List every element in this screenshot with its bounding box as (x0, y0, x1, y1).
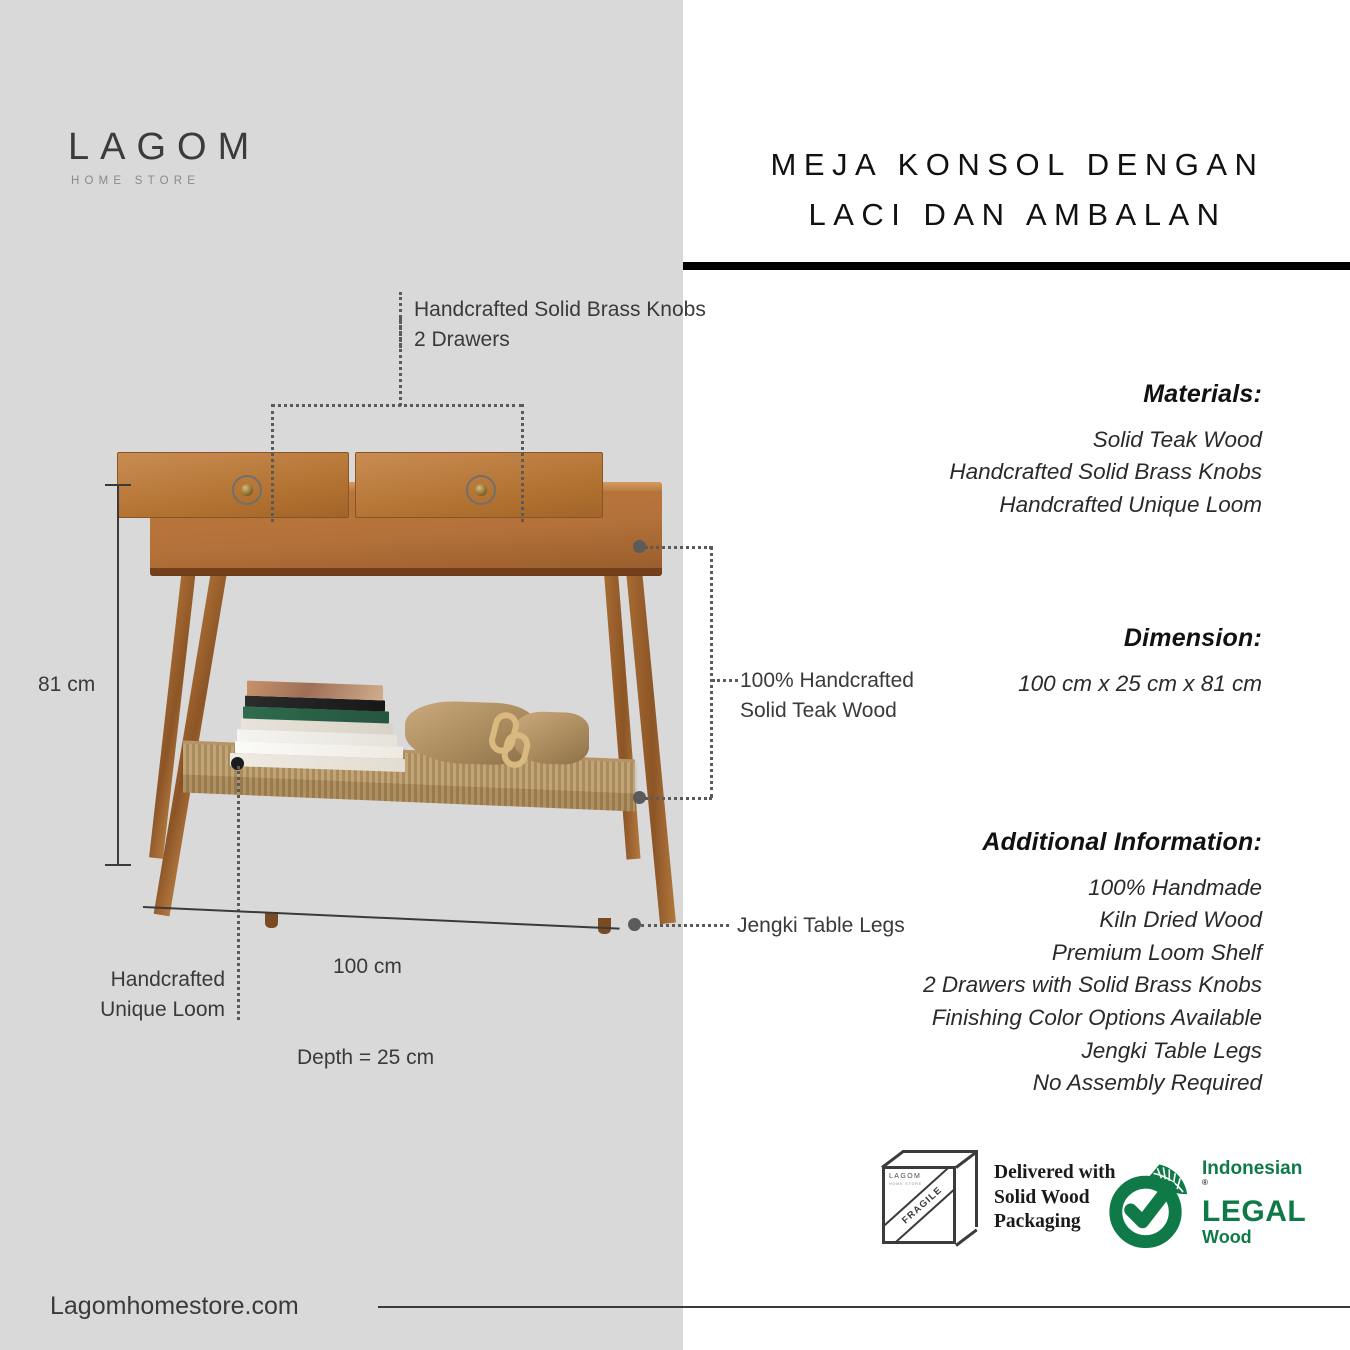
drawer-right (355, 452, 603, 518)
badge-row (880, 1148, 1307, 1273)
height-measure-label: 81 cm (38, 673, 96, 696)
footer-website[interactable]: Lagomhomestore.com (50, 1292, 299, 1320)
materials-heading: Materials: (1143, 380, 1262, 408)
additional-information-item: Finishing Color Options Available (931, 1005, 1262, 1030)
crate-brand-wordmark: LAGOM (889, 1173, 922, 1180)
brand-tagline: HOME STORE (71, 175, 201, 187)
legal-wood-indonesian-label: Indonesian (1202, 1158, 1303, 1180)
indonesian-legal-wood-badge (1098, 1154, 1307, 1252)
packaging-badge-line-1: Delivered with (994, 1162, 1116, 1184)
legal-wood-line-indonesian (1202, 1159, 1307, 1196)
legal-wood-check-leaf-icon (1098, 1154, 1193, 1252)
callout-loom-line-2: Unique Loom (100, 997, 225, 1021)
teak-leader-stem (712, 679, 738, 682)
materials-item: Solid Teak Wood (1092, 426, 1262, 452)
crate-fragile-label: FRAGILE (899, 1184, 945, 1226)
additional-information-item: 2 Drawers with Solid Brass Knobs (923, 972, 1262, 998)
additional-information-item: Jengki Table Legs (1081, 1037, 1262, 1063)
knob-leader-left-vertical (271, 404, 274, 522)
shipping-crate-icon (880, 1148, 980, 1248)
teak-leader-top (645, 546, 712, 549)
page-title (690, 140, 1345, 240)
knob-leader-right-vertical (521, 404, 524, 522)
product-photo (105, 440, 685, 950)
depth-measure-label: Depth = 25 cm (297, 1046, 435, 1069)
callout-solid-teak-wood-line-1: 100% Handcrafted (740, 669, 914, 692)
knob-callout-tick (399, 292, 402, 348)
additional-information-item: 100% Handmade (1088, 874, 1262, 900)
crate-edge (975, 1150, 978, 1227)
table-leg-front-right (625, 559, 676, 924)
callout-brass-knobs-line-1: Handcrafted Solid Brass Knobs (414, 298, 706, 321)
materials-section (949, 378, 1262, 521)
crate-edge (955, 1229, 978, 1247)
legal-wood-wood-label: Wood (1202, 1226, 1252, 1247)
drawer-left (117, 452, 349, 518)
packaging-badge (880, 1148, 1116, 1248)
packaging-badge-line-2: Solid Wood (994, 1186, 1090, 1208)
brass-knob (241, 484, 253, 496)
crate-edge (902, 1150, 977, 1153)
additional-information-section (923, 826, 1262, 1100)
callout-brass-knobs (414, 295, 706, 355)
legs-leader (641, 924, 729, 927)
brass-knob (475, 484, 487, 496)
footer-divider-rule (378, 1306, 1350, 1308)
callout-brass-knobs-line-2: 2 Drawers (414, 327, 510, 351)
title-divider-rule (683, 262, 1350, 270)
brand-logo (68, 128, 260, 187)
legal-wood-text (1202, 1159, 1307, 1246)
teak-leader-bottom (645, 797, 712, 800)
teak-leader-vertical (710, 546, 713, 798)
additional-information-item: Premium Loom Shelf (1051, 939, 1262, 965)
loom-leader-vertical (237, 766, 240, 1020)
height-measure-cap-bottom (105, 864, 131, 866)
callout-loom-line-1: Handcrafted (110, 968, 225, 991)
dimension-heading: Dimension: (1123, 624, 1262, 652)
height-measure-line (117, 484, 119, 866)
table-top-underside (150, 568, 662, 575)
additional-information-item: Kiln Dried Wood (1099, 907, 1262, 933)
height-measure-cap-top (105, 484, 131, 486)
callout-solid-teak-wood-line-2: Solid Teak Wood (740, 698, 897, 722)
page-title-line-2: LACI DAN AMBALAN (808, 197, 1227, 233)
legal-wood-legal-label: LEGAL (1202, 1195, 1307, 1229)
materials-item: Handcrafted Unique Loom (999, 491, 1262, 517)
crate-brand-logo (889, 1173, 922, 1186)
packaging-badge-line-3: Packaging (994, 1211, 1081, 1233)
additional-information-heading: Additional Information: (982, 828, 1262, 856)
page-title-line-1: MEJA KONSOL DENGAN (770, 147, 1265, 182)
table-leg-foot-left (265, 912, 278, 928)
legs-marker (628, 918, 641, 931)
callout-solid-teak-wood (740, 666, 914, 726)
brand-wordmark: LAGOM (68, 126, 261, 168)
callout-handcrafted-unique-loom (45, 965, 225, 1025)
knob-leader-bracket (271, 404, 523, 407)
width-measure-label: 100 cm (333, 955, 402, 978)
callout-jengki-table-legs: Jengki Table Legs (737, 914, 905, 937)
dimension-item: 100 cm x 25 cm x 81 cm (1018, 670, 1262, 696)
additional-information-item: No Assembly Required (1032, 1070, 1262, 1096)
crate-brand-tagline: HOME STORE (889, 1181, 923, 1186)
registered-trademark-icon: ® (1202, 1178, 1208, 1188)
dimension-section (1018, 622, 1262, 700)
materials-item: Handcrafted Solid Brass Knobs (949, 459, 1262, 485)
